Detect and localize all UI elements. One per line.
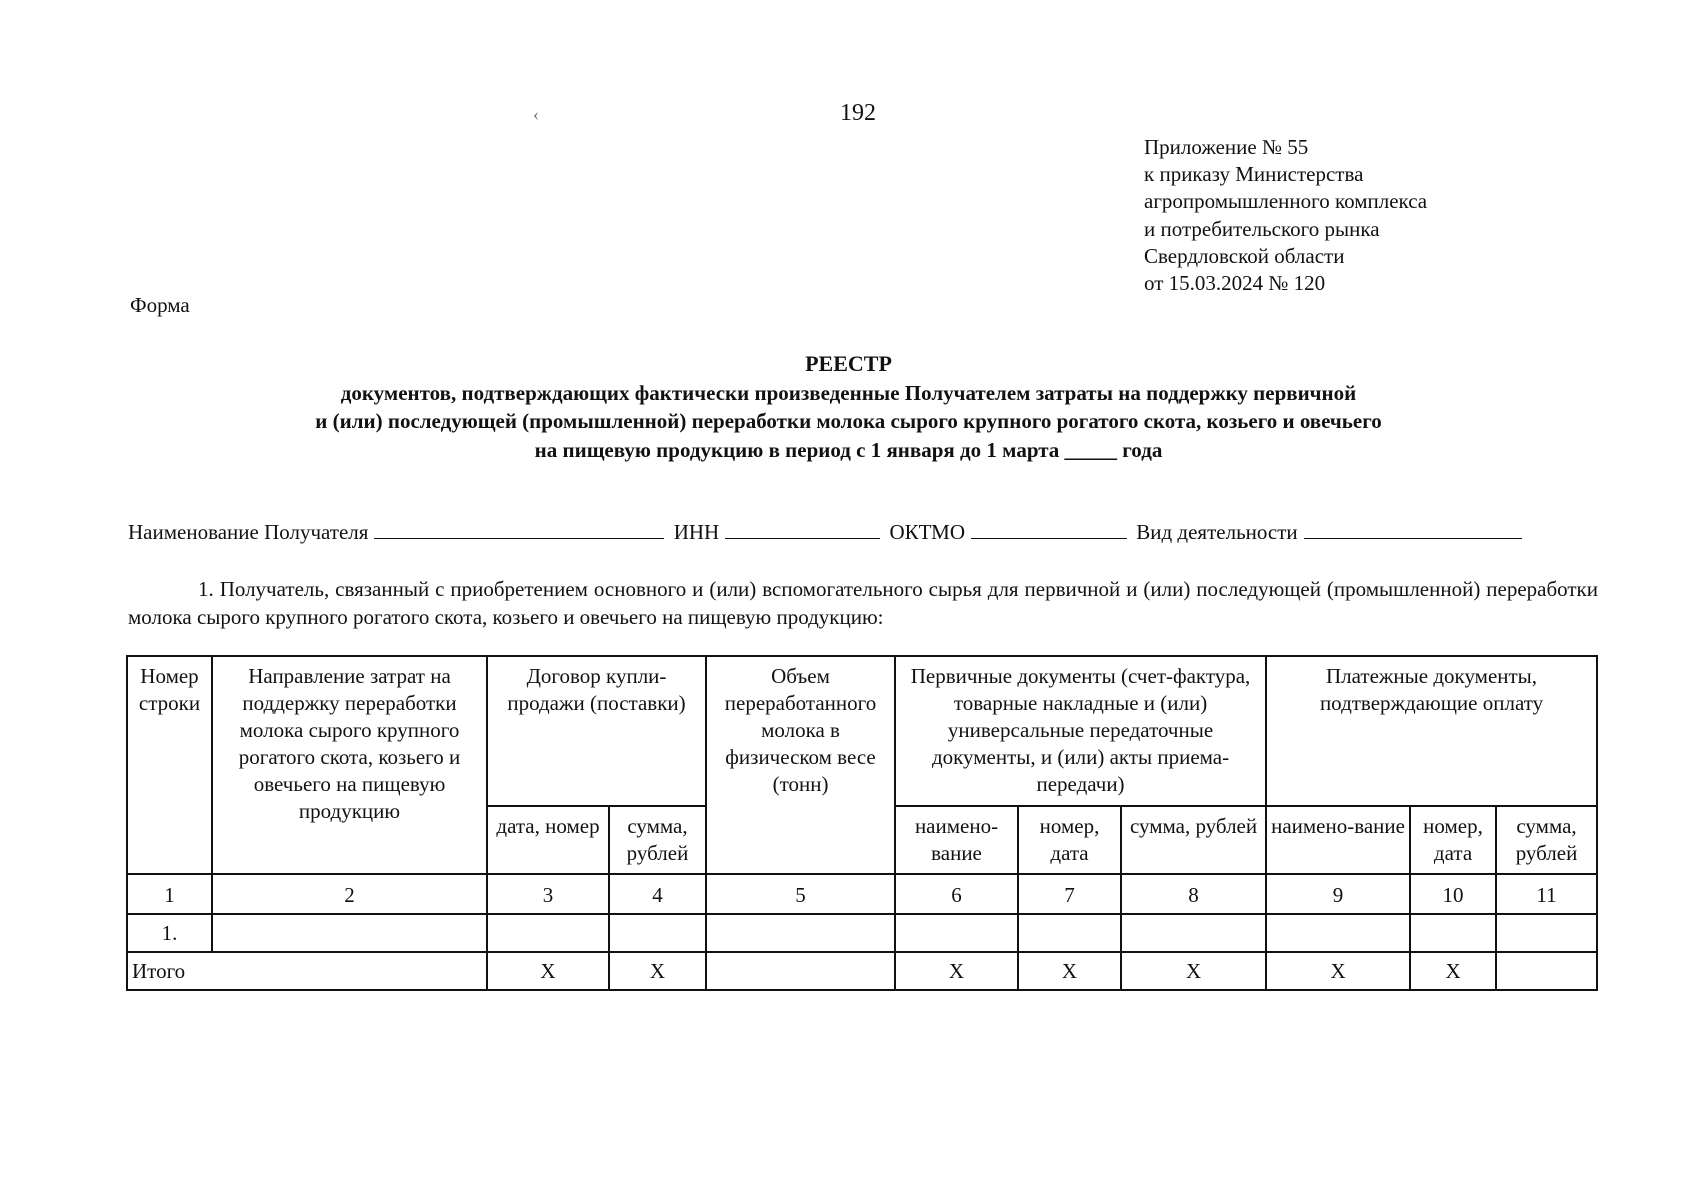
section-paragraph: 1. Получатель, связанный с приобретением основного и (или) вспомогательного сырья для первичной и (или) последующей (промышленной) переработки молока сырого крупного рогатого скота, козьего и овечьего на пищевую продукцию: [128,577,1598,629]
appendix-block [1144,134,1427,297]
title-main: РЕЕСТР [805,351,892,376]
table-cell[interactable] [1018,914,1121,952]
column-number: 1 [127,874,212,914]
column-number-row [127,874,1597,914]
subheader-primary-sum: сумма, рублей [1121,806,1266,874]
header-volume: Объем переработанного молока в физическом весе (тонн) [706,656,895,874]
total-cell-7: X [1018,952,1121,990]
appendix-line: Приложение № 55 [1144,135,1309,159]
stray-mark: ‹ [533,104,539,124]
appendix-line: от 15.03.2024 № 120 [1144,271,1326,296]
table-cell[interactable] [1496,914,1597,952]
subheader-contract-sum: сумма, рублей [609,806,706,874]
row-number-cell: 1. [127,914,212,952]
total-cell-10: X [1410,952,1496,990]
header-direction: Направление затрат на поддержку переработки молока сырого крупного рогатого скота, козьего и овечьего на пищевую продукцию [212,656,487,874]
header-contract: Договор купли-продажи (поставки) [487,656,706,806]
appendix-line: Свердловской области [1144,243,1345,268]
column-number: 7 [1018,874,1121,914]
form-label: Форма [130,293,190,317]
column-number: 3 [487,874,609,914]
table-cell[interactable] [706,914,895,952]
column-number: 6 [895,874,1018,914]
appendix-line: и потребительского рынка [1144,216,1380,241]
total-cell-8: X [1121,952,1266,990]
activity-label: Вид деятельности [1136,520,1298,544]
oktmo-label: ОКТМО [889,520,965,544]
document-title [200,350,1497,464]
total-label: Итого [127,952,487,990]
table-cell[interactable] [212,914,487,952]
appendix-line: к приказу Министерства [1144,162,1364,187]
recipient-name-field[interactable] [374,518,664,539]
column-number: 9 [1266,874,1410,914]
total-cell-6: X [895,952,1018,990]
column-number: 8 [1121,874,1266,914]
table-cell[interactable] [1121,914,1266,952]
table-cell[interactable] [609,914,706,952]
total-cell-5[interactable] [706,952,895,990]
header-payment-docs: Платежные документы, подтверждающие оплату [1266,656,1597,806]
subheader-payment-number: номер, дата [1410,806,1496,874]
header-primary-docs: Первичные документы (счет-фактура, товарные накладные и (или) универсальные передаточные документы, и (или) акты приема-передачи) [895,656,1266,806]
table-cell[interactable] [1266,914,1410,952]
recipient-fields [128,518,1598,545]
header-row [127,656,1597,806]
table-cell[interactable] [487,914,609,952]
activity-field[interactable] [1304,518,1522,539]
column-number: 11 [1496,874,1597,914]
table-cell[interactable] [1410,914,1496,952]
appendix-line: агропромышленного комплекса [1144,189,1428,214]
subheader-contract-date: дата, номер [487,806,609,874]
header-row-number: Номер строки [127,656,212,874]
recipient-name-label: Наименование Получателя [128,520,369,544]
subheader-primary-number: номер, дата [1018,806,1121,874]
inn-label: ИНН [673,520,720,544]
subheader-payment-sum: сумма, рублей [1496,806,1597,874]
column-number: 2 [212,874,487,914]
column-number: 5 [706,874,895,914]
subheader-primary-name: наимено-вание [895,806,1018,874]
total-row [127,952,1597,990]
total-cell-11[interactable] [1496,952,1597,990]
column-number: 4 [609,874,706,914]
subheader-payment-name: наимено-вание [1266,806,1410,874]
column-number: 10 [1410,874,1496,914]
registry-table [126,655,1598,991]
total-cell-3: X [487,952,609,990]
title-line: документов, подтверждающих фактически произведенные Получателем затраты на поддержку первичной [340,380,1357,405]
page-number: 192 [840,100,876,126]
table-cell[interactable] [895,914,1018,952]
total-cell-4: X [609,952,706,990]
inn-field[interactable] [725,518,880,539]
title-line: и (или) последующей (промышленной) переработки молока сырого крупного рогатого скота, козьего и овечьего [315,409,1382,433]
oktmo-field[interactable] [971,518,1127,539]
title-line: на пищевую продукцию в период с 1 января до 1 марта _____ года [534,437,1163,462]
total-cell-9: X [1266,952,1410,990]
table-row [127,914,1597,952]
